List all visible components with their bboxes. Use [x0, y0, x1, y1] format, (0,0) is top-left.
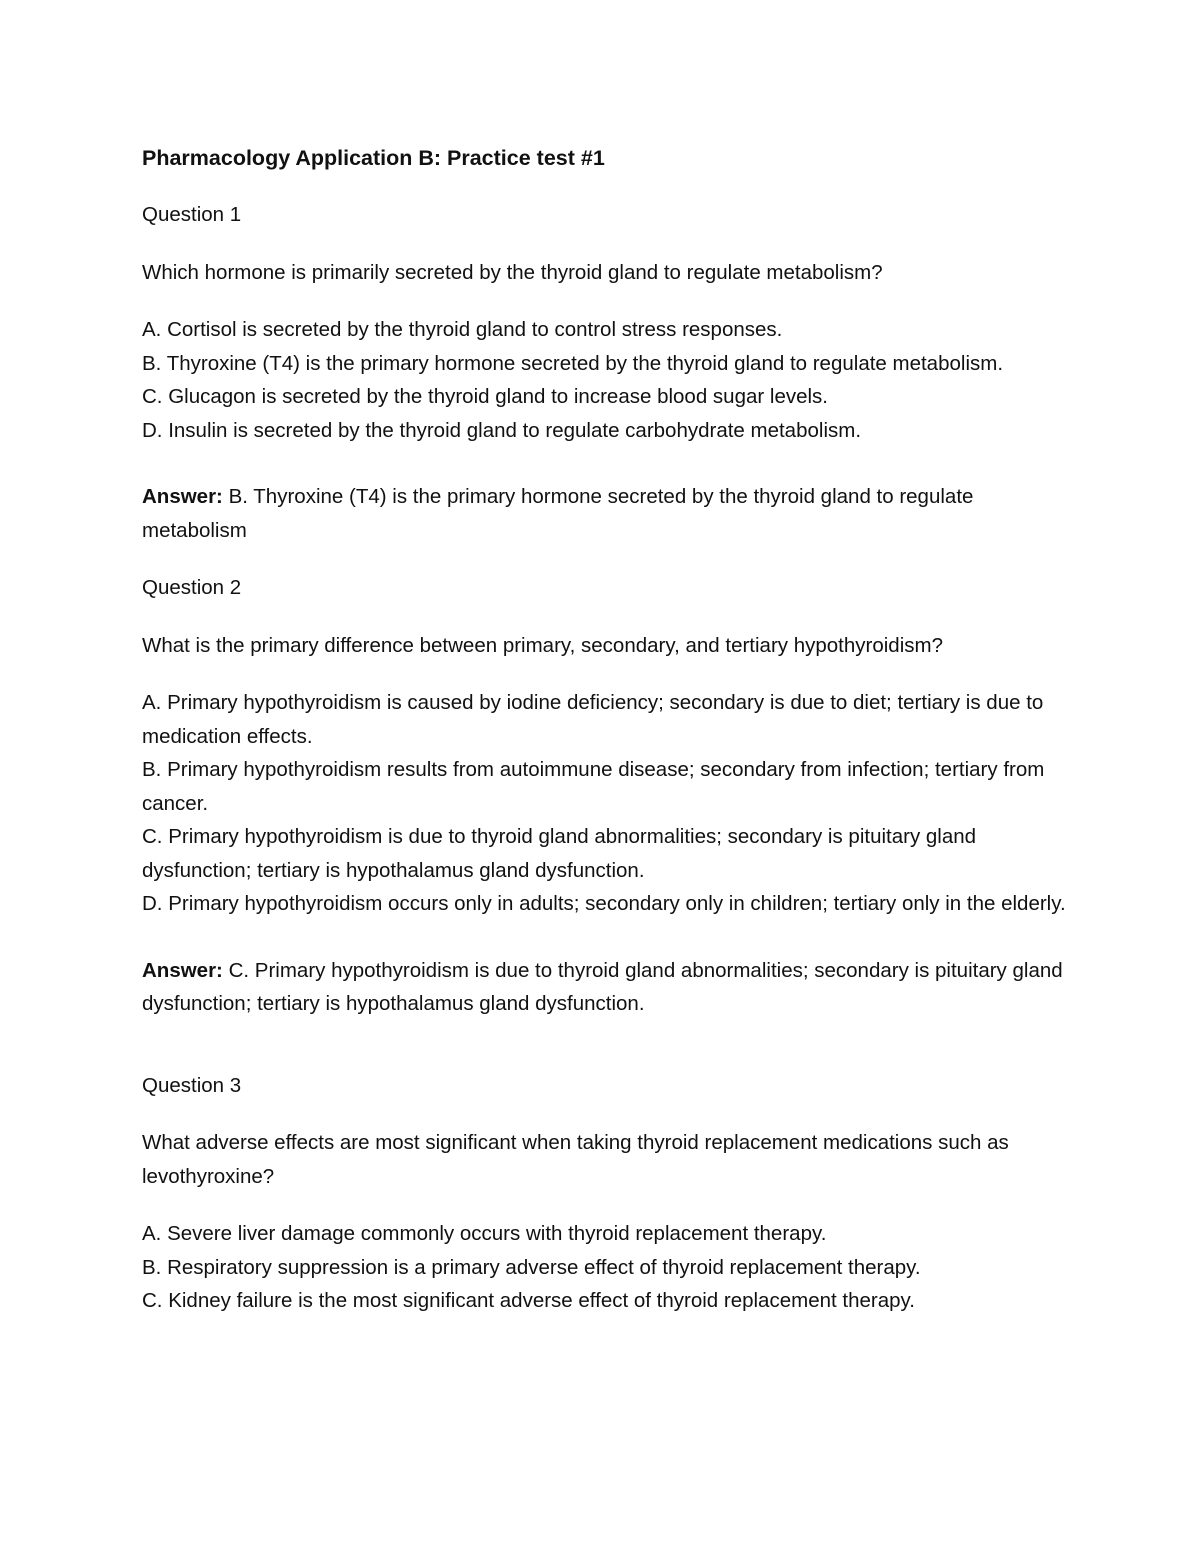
- question-3: [142, 1069, 1072, 1318]
- option-c: C. Glucagon is secreted by the thyroid gland to increase blood sugar levels.: [142, 385, 828, 408]
- question-label: Question 3: [142, 1073, 242, 1097]
- option-d: D. Insulin is secreted by the thyroid gland to regulate carbohydrate metabolism.: [142, 418, 862, 442]
- options-list: [142, 1217, 1072, 1318]
- question-label: Question 1: [142, 203, 242, 226]
- document-content: [142, 142, 1072, 1351]
- answer-label: Answer:: [142, 485, 223, 508]
- question-text: What is the primary difference between primary, secondary, and tertiary hypothyroidism?: [142, 633, 943, 657]
- question-text: What adverse effects are most significant when taking thyroid replacement medications such as levothyroxine?: [142, 1131, 1009, 1188]
- options-list: [142, 686, 1072, 921]
- answer-label: Answer:: [142, 958, 223, 982]
- option-a: A. Severe liver damage commonly occurs with thyroid replacement therapy.: [142, 1222, 827, 1245]
- option-b: B. Thyroxine (T4) is the primary hormone secreted by the thyroid gland to regulate metabolism.: [142, 351, 1004, 375]
- question-label: Question 2: [142, 576, 242, 599]
- option-c: C. Primary hypothyroidism is due to thyroid gland abnormalities; secondary is pituitary gland dysfunction; tertiary is hypothalamus gland dysfunction.: [142, 825, 977, 882]
- option-b: B. Respiratory suppression is a primary adverse effect of thyroid replacement therapy.: [142, 1255, 921, 1279]
- option-d: D. Primary hypothyroidism occurs only in adults; secondary only in children; tertiary only in the elderly.: [142, 892, 1066, 915]
- answer: [142, 954, 1072, 1021]
- question-2: [142, 571, 1072, 1069]
- page-title: Pharmacology Application B: Practice test #1: [142, 146, 605, 170]
- question-1: [142, 198, 1072, 547]
- option-a: A. Cortisol is secreted by the thyroid gland to control stress responses.: [142, 318, 783, 341]
- option-c: C. Kidney failure is the most significant adverse effect of thyroid replacement therapy.: [142, 1289, 915, 1312]
- options-list: [142, 313, 1072, 447]
- spacer: [142, 1045, 1072, 1069]
- question-text: Which hormone is primarily secreted by the thyroid gland to regulate metabolism?: [142, 260, 883, 284]
- option-a: A. Primary hypothyroidism is caused by iodine deficiency; secondary is due to diet; tertiary is due to medication effects.: [142, 691, 1044, 748]
- answer: [142, 480, 1072, 547]
- option-b: B. Primary hypothyroidism results from autoimmune disease; secondary from infection; tertiary from cancer.: [142, 758, 1045, 815]
- answer-text: C. Primary hypothyroidism is due to thyroid gland abnormalities; secondary is pituitary gland dysfunction; tertiary is hypothalamus gland dysfunction.: [142, 958, 1063, 1015]
- answer-text: B. Thyroxine (T4) is the primary hormone secreted by the thyroid gland to regulate metabolism: [142, 485, 974, 542]
